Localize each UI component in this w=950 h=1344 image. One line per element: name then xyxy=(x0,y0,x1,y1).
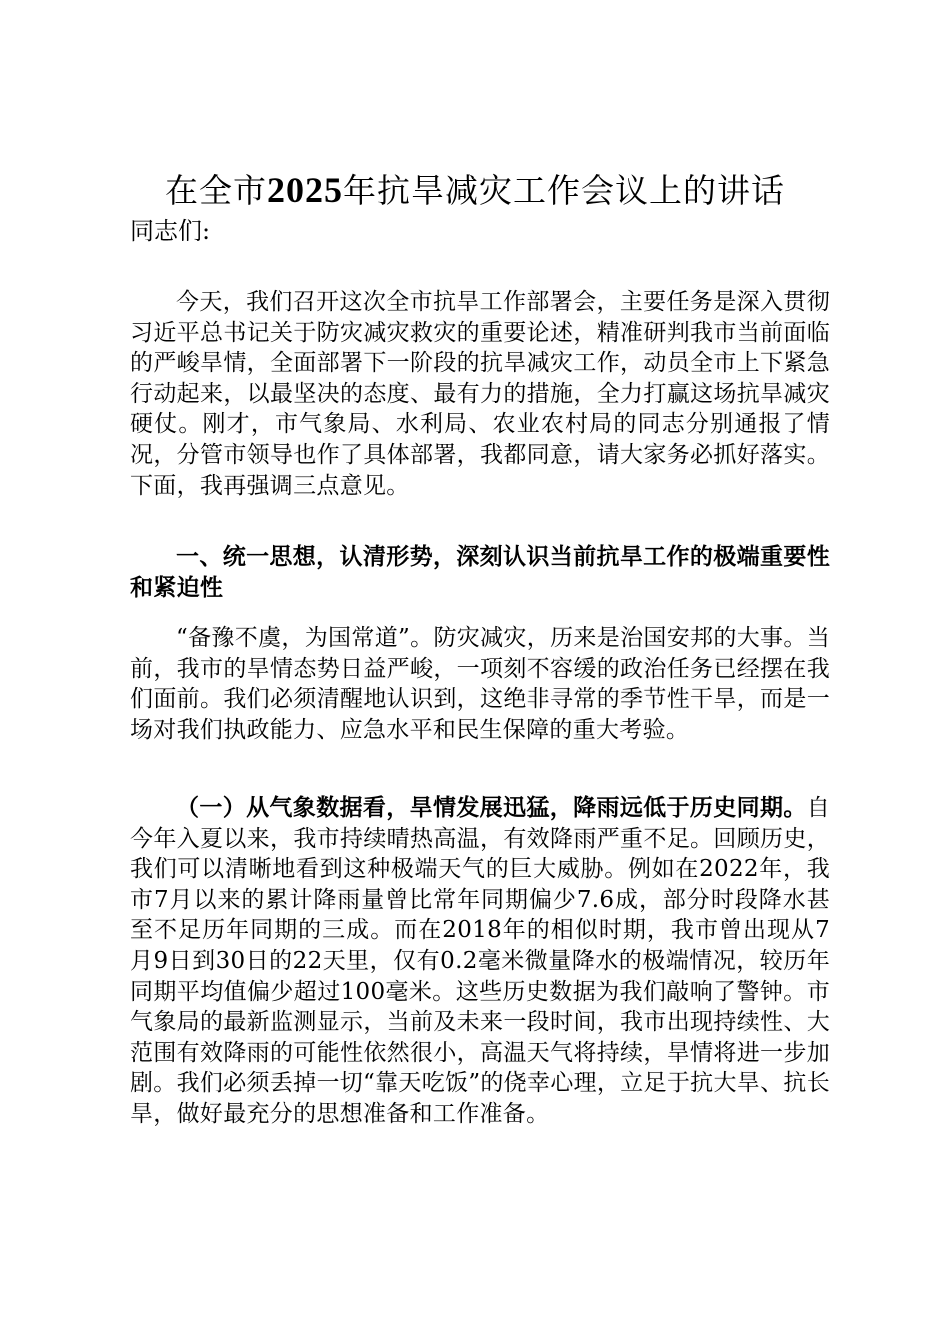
section-heading-1: 一、统一思想，认清形势，深刻认识当前抗旱工作的极端重要性和紧迫性 xyxy=(130,543,830,601)
subsection-1-paragraph xyxy=(130,793,830,1130)
document-title xyxy=(0,168,950,213)
title-prefix: 在全市 xyxy=(165,171,267,210)
title-year: 2025 xyxy=(267,170,343,210)
section-1-paragraph: “备豫不虞，为国常道”。防灾减灾，历来是治国安邦的大事。当前，我市的旱情态势日益严峻，一项刻不容缓的政治任务已经摆在我们面前。我们必须清醒地认识到，这绝非寻常的季节性干旱，而是一场对我们执政能力、应急水平和民生保障的重大考验。 xyxy=(130,625,830,743)
subsection-1-heading: （一）从气象数据看，旱情发展迅猛，降雨远低于历史同期。 xyxy=(176,794,807,821)
intro-paragraph: 今天，我们召开这次全市抗旱工作部署会，主要任务是深入贯彻习近平总书记关于防灾减灾救灾的重要论述，精准研判我市当前面临的严峻旱情，全面部署下一阶段的抗旱减灾工作，动员全市上下紧急行动起来，以最坚决的态度、最有力的措施，全力打赢这场抗旱减灾硬仗。刚才，市气象局、水利局、农业农村局的同志分别通报了情况，分管市领导也作了具体部署，我都同意，请大家务必抓好落实。下面，我再强调三点意见。 xyxy=(130,289,830,499)
title-suffix: 年抗旱减灾工作会议上的讲话 xyxy=(343,171,785,210)
subsection-1-body: 自今年入夏以来，我市持续晴热高温，有效降雨严重不足。回顾历史，我们可以清晰地看到这种极端天气的巨大威胁。例如在2022年，我市7月以来的累计降雨量曾比常年同期偏少7.6成，部分时段降水甚至不足历年同期的三成。而在2018年的相似时期，我市曾出现从7月9日到30日的22天里，仅有0.2毫米微量降水的极端情况，较历年同期平均值偏少超过100毫米。这些历史数据为我们敲响了警钟。市气象局的最新监测显示，当前及未来一段时间，我市出现持续性、大范围有效降雨的可能性依然很小，高温天气将持续，旱情将进一步加剧。我们必须丢掉一切“靠天吃饭”的侥幸心理，立足于抗大旱、抗长旱，做好最充分的思想准备和工作准备。 xyxy=(130,795,830,1127)
salutation: 同志们: xyxy=(130,217,211,245)
